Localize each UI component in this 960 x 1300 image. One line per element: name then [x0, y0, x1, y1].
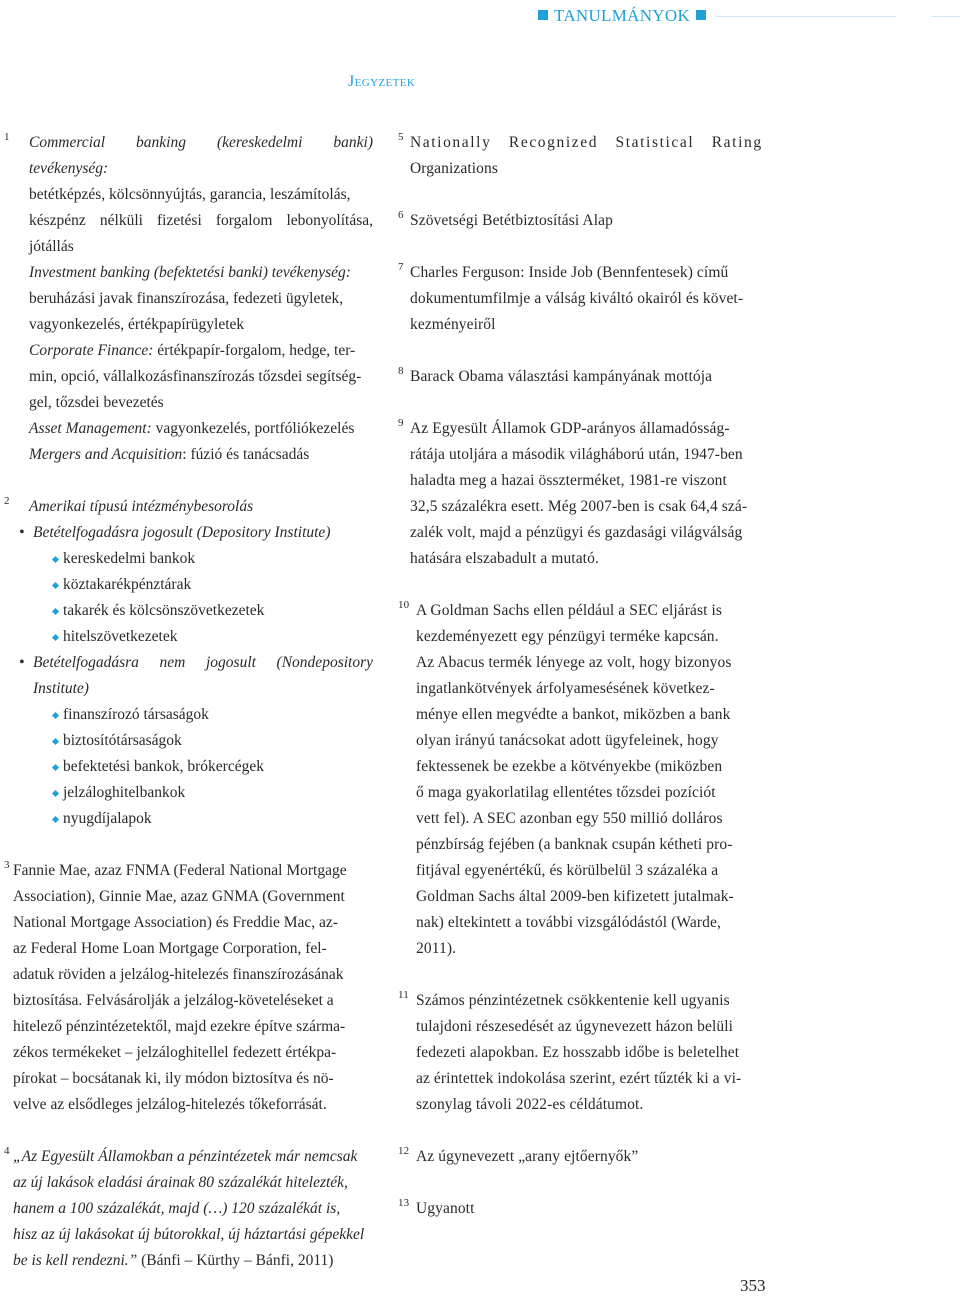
- note-number: 1: [4, 131, 10, 143]
- note-line: ingatlankötvények árfolyamesésének következ-: [416, 680, 715, 697]
- header-rule-end: [932, 16, 960, 17]
- note-line: [29, 416, 373, 442]
- note-number: 7: [398, 261, 404, 273]
- right-column: [398, 130, 769, 1248]
- note-10: [398, 598, 769, 962]
- note-line: zékos termékeket – jelzáloghitellel fedezett értékpa-: [13, 1044, 337, 1061]
- note-line: haladta meg a hazai összterméket, 1981-re viszont: [410, 472, 727, 489]
- note-line: beruházási javak finanszírozása, fedezeti ügyletek,: [29, 290, 344, 307]
- sub-bullet-item: befektetési bankok, brókercégek: [13, 754, 373, 780]
- header-square-right: [696, 10, 706, 20]
- definition: : fúzió és tanácsadás: [182, 446, 310, 463]
- note-line: hisz az új lakásokat új bútorokkal, új háztartási gépekkel: [13, 1226, 365, 1243]
- note-line: ménye ellen megvédte a bankot, miközben a bank: [416, 706, 731, 723]
- term: Mergers and Acquisition: [29, 446, 183, 463]
- note-line: fitjával egyenértékű, és körülbelül 3 százaléka a: [416, 862, 719, 879]
- note-number: 9: [398, 417, 404, 429]
- note-line: rátája utoljára a második világháború után, 1947-ben: [410, 446, 743, 463]
- note-line: pírokat – bocsátanak ki, ily módon biztosítva és nö-: [13, 1070, 334, 1087]
- sub-bullet-item: nyugdíjalapok: [13, 806, 373, 832]
- sub-bullet-item: jelzáloghitelbankok: [13, 780, 373, 806]
- note-line: Szövetségi Betétbiztosítási Alap: [410, 212, 613, 229]
- note-line: [29, 338, 373, 364]
- definition: vagyonkezelés, portfóliókezelés: [151, 420, 355, 437]
- note-8: [398, 364, 769, 390]
- sub-bullet-item: finanszírozó társaságok: [13, 702, 373, 728]
- note-line: fektessenek be ezekbe a kötvényekbe (miközben: [416, 758, 723, 775]
- sub-bullet-item: biztosítótársaságok: [13, 728, 373, 754]
- note-number: 11: [398, 989, 409, 1001]
- note-line: Nationally Recognized Statistical Rating: [410, 134, 763, 151]
- bullet-item: • Betételfogadásra jogosult (Depository Institute): [13, 520, 373, 546]
- sub-bullet-item: kereskedelmi bankok: [13, 546, 373, 572]
- note-line: az érintettek indokolása szerint, ezért tűzték ki a vi-: [416, 1070, 742, 1087]
- note-line: hitelező pénzintézetektől, majd ezekre építve szárma-: [13, 1018, 346, 1035]
- note-line: Investment banking (befektetési banki) tevékenység:: [29, 264, 351, 281]
- note-line: Commercial banking (kereskedelmi banki) tevékenység:: [29, 134, 373, 177]
- note-2: [4, 494, 373, 832]
- term: Corporate Finance:: [29, 342, 154, 359]
- note-line: „Az Egyesült Államokban a pénzintézetek már nemcsak: [13, 1148, 358, 1165]
- note-line: vagyonkezelés, értékpapírügyletek: [29, 316, 245, 333]
- header-label: TANULMÁNYOK: [554, 6, 691, 25]
- note-4: [4, 1144, 373, 1274]
- note-number: 2: [4, 495, 10, 507]
- note-line: Goldman Sachs által 2009-ben kifizetett jutalmak-: [416, 888, 734, 905]
- sub-bullet-item: hitelszövetkezetek: [13, 624, 373, 650]
- page-number: 353: [740, 1276, 766, 1295]
- page-title: Jegyzetek: [348, 73, 416, 90]
- note-line: Az Abacus termék lényege az volt, hogy bizonyos: [416, 654, 732, 671]
- note-line: velve az elsődleges jelzálog-hitelezés tőkeforrását.: [13, 1096, 327, 1113]
- note-line: hanem a 100 százalékát, majd (…) 120 százalékát is,: [13, 1200, 341, 1217]
- note-line: készpénz nélküli fizetési forgalom lebonyolítása, jótállás: [29, 212, 373, 255]
- note-5: [398, 130, 769, 182]
- note-line: Barack Obama választási kampányának mottója: [410, 368, 713, 385]
- note-line: betétképzés, kölcsönnyújtás, garancia, leszámítolás,: [29, 186, 351, 203]
- note-line: Az úgynevezett „arany ejtőernyők”: [416, 1148, 639, 1165]
- note-line: Számos pénzintézetnek csökkentenie kell ugyanis: [416, 992, 730, 1009]
- note-number: 3: [4, 859, 10, 871]
- note-line: szonylag távoli 2022-es céldátumot.: [416, 1096, 644, 1113]
- note-line: Amerikai típusú intézménybesorolás: [29, 498, 254, 515]
- note-line: biztosítása. Felvásárolják a jelzálog-követeléseket a: [13, 992, 334, 1009]
- note-line: olyan irányú tanácsokat adott ügyfeleinek, hogy: [416, 732, 719, 749]
- note-3: [4, 858, 373, 1118]
- note-line: 32,5 százalékra esett. Még 2007-ben is csak 64,4 szá-: [410, 498, 748, 515]
- note-number: 6: [398, 209, 404, 221]
- note-line: Organizations: [410, 160, 498, 177]
- sub-bullet-item: takarék és kölcsönszövetkezetek: [13, 598, 373, 624]
- definition: értékpapír-forgalom, hedge, ter-: [153, 342, 356, 359]
- term: Asset Management:: [29, 420, 152, 437]
- note-line: nak) eltekintett a további vizsgálódástól (Warde,: [416, 914, 721, 931]
- note-number: 12: [398, 1145, 410, 1157]
- note-line: Institute): [33, 680, 89, 697]
- note-line: Az Egyesült Államok GDP-arányos államadósság-: [410, 420, 730, 437]
- note-number: 10: [398, 599, 410, 611]
- note-line: pénzbírság fejében (a banknak csupán kétheti pro-: [416, 836, 733, 853]
- note-line: kezményeiről: [410, 316, 496, 333]
- note-number: 8: [398, 365, 404, 377]
- note-number: 5: [398, 131, 404, 143]
- note-line: vett fel). A SEC azonban egy 550 millió dolláros: [416, 810, 723, 827]
- left-column: [4, 130, 373, 1300]
- note-12: [398, 1144, 769, 1170]
- note-line: Charles Ferguson: Inside Job (Bennfentesek) című: [410, 264, 729, 281]
- note-number: 13: [398, 1197, 410, 1209]
- note-line: ő maga gyakorlatilag ellentétes tőzsdei pozíciót: [416, 784, 716, 801]
- note-line: adatuk röviden a jelzálog-hitelezés finanszírozásának: [13, 966, 344, 983]
- note-line: min, opció, vállalkozásfinanszírozás tőzsdei segítség-: [29, 368, 362, 385]
- note-line: [13, 1248, 373, 1274]
- note-11: [398, 988, 769, 1118]
- note-line: National Mortgage Association) és Freddie Mac, az-: [13, 914, 338, 931]
- note-line: 2011).: [416, 940, 457, 957]
- note-line: Ugyanott: [416, 1200, 475, 1217]
- citation: (Bánfi – Kürthy – Bánfi, 2011): [137, 1252, 334, 1269]
- note-7: [398, 260, 769, 338]
- quote-end: be is kell rendezni.”: [13, 1252, 138, 1269]
- note-line: dokumentumfilmje a válság kiváltó okairól és követ-: [410, 290, 744, 307]
- note-line: Fannie Mae, azaz FNMA (Federal National Mortgage: [13, 862, 347, 879]
- note-line: [29, 442, 373, 468]
- note-6: [398, 208, 769, 234]
- bullet-item: • Betételfogadásra nem jogosult (Nondepository: [13, 650, 373, 676]
- note-line: kezdeményezett egy pénzügyi terméke kapcsán.: [416, 628, 719, 645]
- note-13: [398, 1196, 769, 1222]
- note-line: az új lakások eladási árainak 80 százalékát hitelezték,: [13, 1174, 348, 1191]
- note-line: Association), Ginnie Mae, azaz GNMA (Government: [13, 888, 345, 905]
- note-1: [4, 130, 373, 468]
- note-line: tulajdoni részesedését az úgynevezett házon belüli: [416, 1018, 734, 1035]
- note-line: zalék volt, majd a pénzügyi és gazdasági világválság: [410, 524, 743, 541]
- note-number: 4: [4, 1145, 10, 1157]
- section-header: [538, 6, 960, 26]
- note-line: hatására elszabadult a mutató.: [410, 550, 599, 567]
- header-rule: [716, 16, 896, 17]
- note-line: A Goldman Sachs ellen például a SEC eljárást is: [416, 602, 723, 619]
- note-line: gel, tőzsdei bevezetés: [29, 394, 164, 411]
- sub-bullet-item: köztakarékpénztárak: [13, 572, 373, 598]
- note-line: az Federal Home Loan Mortgage Corporation, fel-: [13, 940, 327, 957]
- note-line: fedezeti alapokban. Ez hosszabb időbe is beletelhet: [416, 1044, 740, 1061]
- header-square-left: [538, 10, 548, 20]
- note-9: [398, 416, 769, 572]
